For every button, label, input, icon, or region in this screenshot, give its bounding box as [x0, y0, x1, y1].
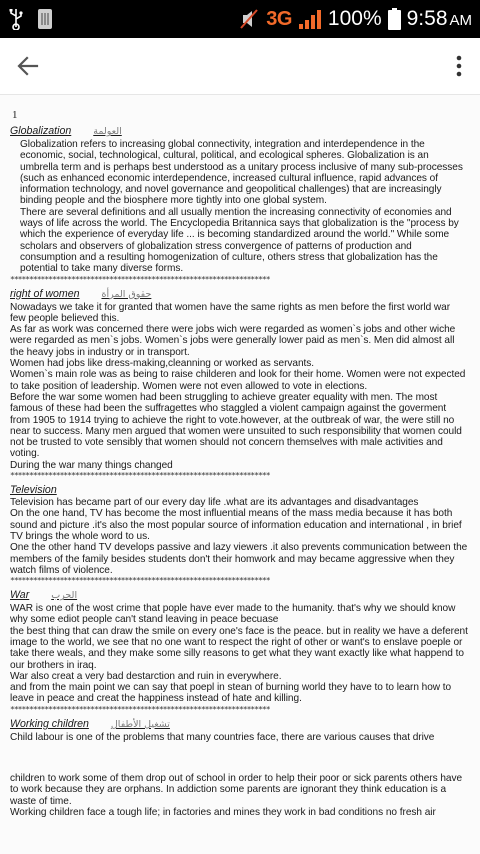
paragraph: There are several definitions and all usually mention the increasing connectivity of economies and ways of life across the world. The Encyclopedia Britannica says that globalization is the "process by which the experience of everyday life ... is becoming standardized around the world." While some scholars and observers of globalization stress convergence of patterns of production and consumption and a resulting homogenization of culture, others stress that globalization has the potential to take many diverse forms.	[20, 206, 459, 275]
section-heading	[10, 718, 468, 731]
battery-percent: 100%	[327, 7, 382, 30]
paragraph: Nowadays we take it for granted that women have the same rights as men before the first world war few people believed this.	[10, 301, 451, 324]
heading-text: Television	[10, 484, 57, 497]
paragraph: As far as work was concerned there were jobs wich were regarded as women`s jobs and other wiche were regarded as men`s jobs. Women`s jobs were generally lower paid as men`s. Men did almost all the heavy jobs in industry or in transport.	[10, 324, 456, 358]
section-globalization	[10, 125, 468, 284]
clock-time: 9:58	[406, 7, 448, 30]
page-number: 1	[12, 109, 18, 121]
section-body	[10, 302, 468, 471]
paragraph: War also creat a very bad destarction and ruin in everywhere.	[10, 670, 282, 682]
document-view[interactable]	[0, 95, 480, 854]
section-heading	[10, 484, 468, 496]
separator-line: ********************************************************************	[10, 705, 270, 714]
heading-text: War	[10, 589, 30, 602]
network-type-label: 3G	[266, 7, 292, 30]
paragraph: Women had jobs like dress-making,cleanning or worked as servants.	[10, 358, 315, 370]
paragraph: One the other hand TV develops passive and lazy viewers .it also prevents communication between the members of the family besides students don't their homwork and may became aggressive when they watch films of violence.	[10, 542, 468, 576]
signal-strength-icon	[298, 9, 322, 29]
section-war	[10, 589, 468, 714]
paragraph: During the war many things changed	[10, 459, 173, 471]
paragraph: Child labour is one of the problems that many countries face, there are various causes that drive	[10, 731, 435, 743]
separator-line: ********************************************************************	[10, 472, 270, 481]
paragraph: Before the war some women had been struggling to achieve greater equality with men. The most famous of these had been the suffragettes who staggled a violent campaign against the goverment from 1905 to 1914 trying to achieve the right to vote.however, at the outbreak of war, the were still no near to success. Many men argued that women were unsuited to such responsibility that women could not be trusted to vote sensibly that women should not concern themselves with male activities and voting.	[10, 391, 462, 460]
battery-icon	[388, 8, 401, 30]
section-heading	[10, 589, 468, 602]
section-body	[20, 139, 468, 275]
section-television	[10, 484, 468, 585]
heading-arabic-annotation: تشغيل الأطفال	[110, 718, 170, 730]
section-body	[10, 732, 468, 743]
heading-arabic-annotation: العولمة	[93, 126, 122, 137]
section-body	[10, 603, 468, 705]
paragraph: Working children face a tough life; in factories and mines they work in bad conditions no fresh air	[10, 806, 436, 818]
heading-text: right of women	[10, 287, 80, 300]
page-gap	[10, 743, 468, 773]
heading-text: Working children	[10, 717, 89, 730]
section-right-of-women	[10, 288, 468, 480]
clock-suffix: AM	[449, 12, 472, 29]
app-toolbar	[0, 38, 480, 95]
separator-line: ********************************************************************	[10, 275, 270, 284]
paragraph: On the one hand, TV has become the most influential means of the mass media because it has both sound and picture .it's also the most popular source of information education and international , in brief TV brings the whole word to us.	[10, 508, 462, 542]
paragraph: children to work some of them drop out of school in order to help their poor or sick parents others have to work because they are orphans. In addiction some parents are ignorant they think education is a waste of time.	[10, 773, 463, 807]
page-continuation	[10, 773, 468, 818]
more-vertical-icon[interactable]	[452, 52, 466, 80]
heading-text: Globalization	[10, 125, 72, 137]
section-heading	[10, 125, 468, 138]
arrow-back-icon[interactable]	[14, 52, 42, 80]
paragraph: Globalization refers to increasing global connectivity, integration and interdependence in the economic, social, technological, cultural, political, and ecological spheres. Globalization is an umbrella term and is perhaps best understood as a unitary process inclusive of many sub-processes (such as enhanced economic interdependence, increased cultural influence, rapid advances of information technology, and novel governance and geopolitical challenges) that are increasingly binding people and the biosphere more tightly into one global system.	[20, 139, 463, 207]
vibrate-mute-icon	[238, 8, 260, 30]
separator-line: ********************************************************************	[10, 577, 270, 586]
sim-card-icon	[38, 9, 52, 29]
heading-arabic-annotation: حقوق المرأة	[101, 288, 152, 300]
paragraph: the best thing that can draw the smile on every one's face is the peace. but in reality we have a deferent image to the world, we see that no one want to respect the right of other or want's to enslave poeple or take there weals, and they make some silly reasons to get what they want exactly like what happend to our brothers in iraq.	[10, 625, 468, 671]
paragraph: WAR is one of the wost crime that pople have ever made to the humanity. that's why we should know why some ediot people can't stand leaving in peace becuase	[10, 603, 456, 626]
heading-arabic-annotation: الحرب	[51, 590, 78, 602]
paragraph: Television has became part of our every day life .what are its advantages and disadvantages	[10, 497, 419, 509]
usb-icon	[8, 8, 24, 30]
status-bar	[0, 0, 480, 38]
paragraph: Women`s main role was as being to raise childeren and look for their home. Women were not expected to take position of leadership. Women were not even allowed to vote in elections.	[10, 369, 466, 392]
clock	[407, 7, 472, 31]
section-heading	[10, 288, 468, 301]
paragraph: and from the main point we can say that poepl in stean of burning world they have to to learn how to leave in peace and creat the happiness instead of hate and killing.	[10, 682, 452, 705]
section-working-children	[10, 718, 468, 743]
section-body	[10, 497, 468, 576]
